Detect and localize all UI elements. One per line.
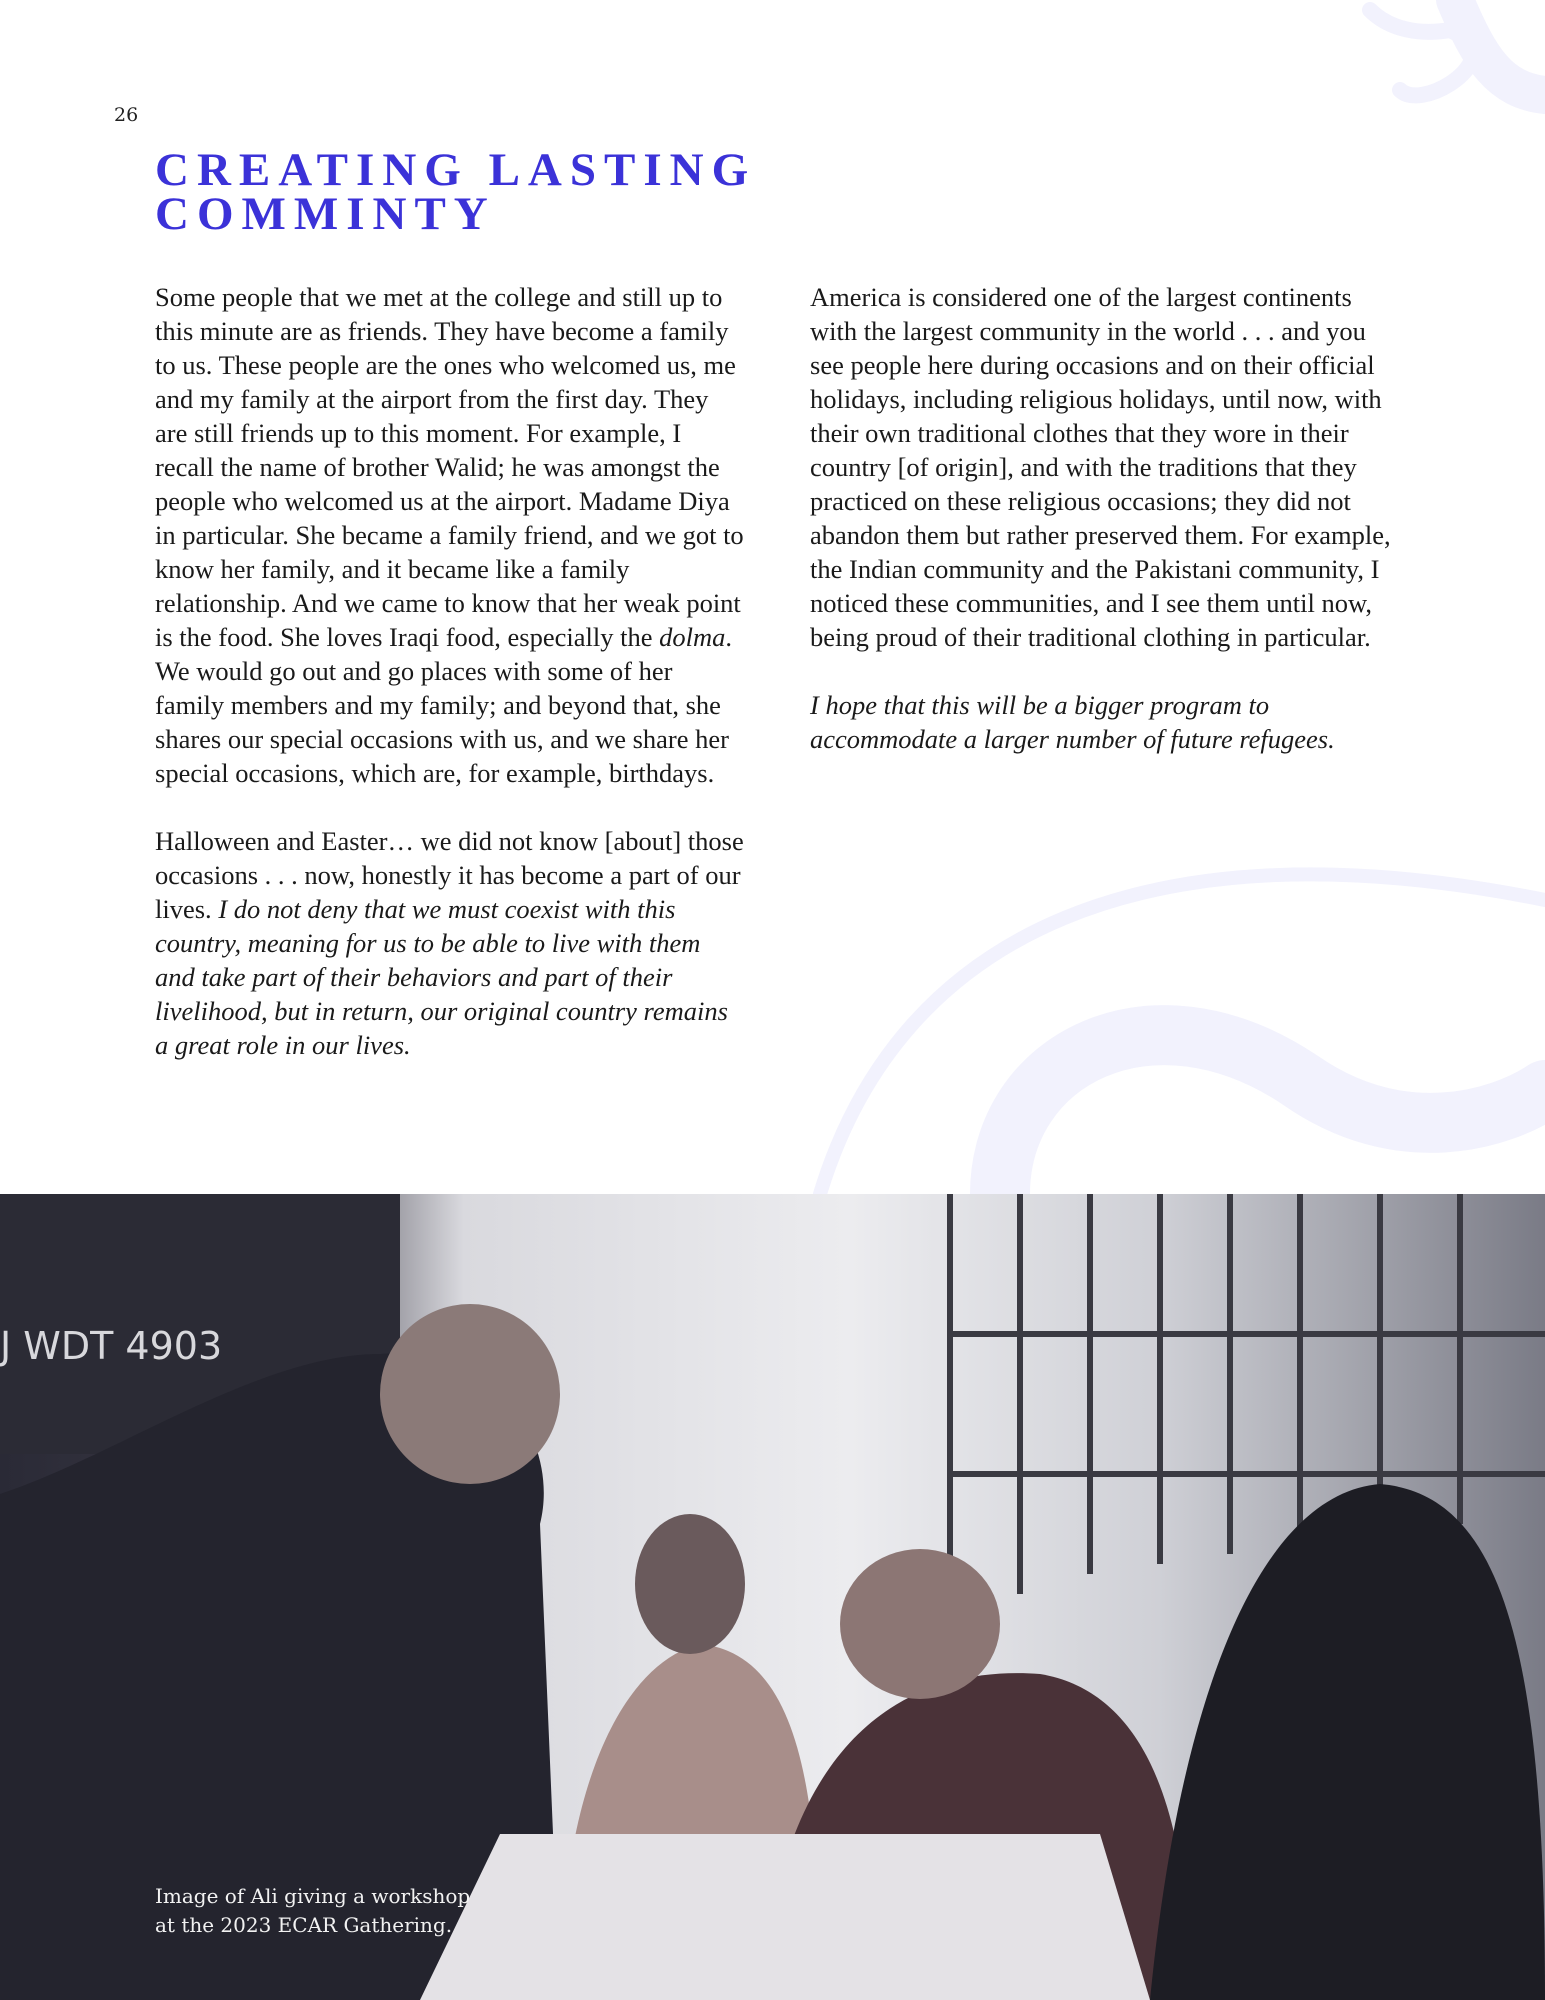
table: [420, 1834, 1150, 2000]
italic-quote: I hope that this will be a bigger program to accommodate a larger number of future refugees.: [810, 690, 1335, 754]
italic-term: dolma: [659, 622, 726, 652]
person-right: [1150, 1484, 1545, 2000]
head: [840, 1549, 1000, 1699]
text: Halloween and Easter… we did not know [about] those occasions . . . now, honestly it has become a part of our lives.: [155, 826, 744, 924]
photo-illustration: [0, 1194, 1545, 2000]
head: [635, 1514, 745, 1654]
title-line-1: CREATING LASTING: [155, 144, 757, 196]
paragraph: [155, 280, 745, 790]
photo-caption: [155, 1882, 470, 1940]
text: Some people that we met at the college and still up to this minute are as friends. They have become a family to us. These people are the ones who welcomed us, me and my family at the airport from the first day. They are still friends up to this moment. For example, I recall the name of brother Walid; he was amongst the people who welcomed us at the airport. Madame Diya in particular. She became a family friend, and we got to know her family, and it became like a family relationship. And we came to know that her weak point is the food. She loves Iraqi food, especially the: [155, 282, 744, 652]
paragraph: America is considered one of the largest continents with the largest community in the world . . . and you see people here during occasions and on their official holidays, including religious holidays, until now, with their own traditional clothes that they wore in their country [of origin], and with the traditions that they practiced on these religious occasions; they did not abandon them but rather preserved them. For example, the Indian community and the Pakistani community, I noticed these communities, and I see them until now, being proud of their traditional clothing in particular.: [810, 282, 1391, 652]
sign-text: J WDT 4903: [0, 1324, 223, 1368]
page-title: [155, 144, 757, 240]
right-column: [810, 280, 1400, 790]
text: . We would go out and go places with some of her family members and my family; and beyond that, she shares our special occasions with us, and we share her special occasions, which are, for example, birthdays.: [155, 622, 732, 788]
page-number: 26: [114, 104, 139, 126]
workshop-photo: [0, 1194, 1545, 2000]
paragraph: [810, 688, 1400, 756]
italic-quote: I do not deny that we must coexist with this country, meaning for us to be able to live with them and take part of their behaviors and part of their livelihood, but in return, our original country remains a great role in our lives.: [155, 894, 728, 1060]
caption-line: Image of Ali giving a workshop: [155, 1884, 471, 1908]
head: [380, 1304, 560, 1484]
paragraph: [155, 824, 745, 1062]
title-line-2: COMMINTY: [155, 188, 496, 240]
caption-line: at the 2023 ECAR Gathering.: [155, 1913, 453, 1937]
left-column: [155, 280, 745, 1096]
